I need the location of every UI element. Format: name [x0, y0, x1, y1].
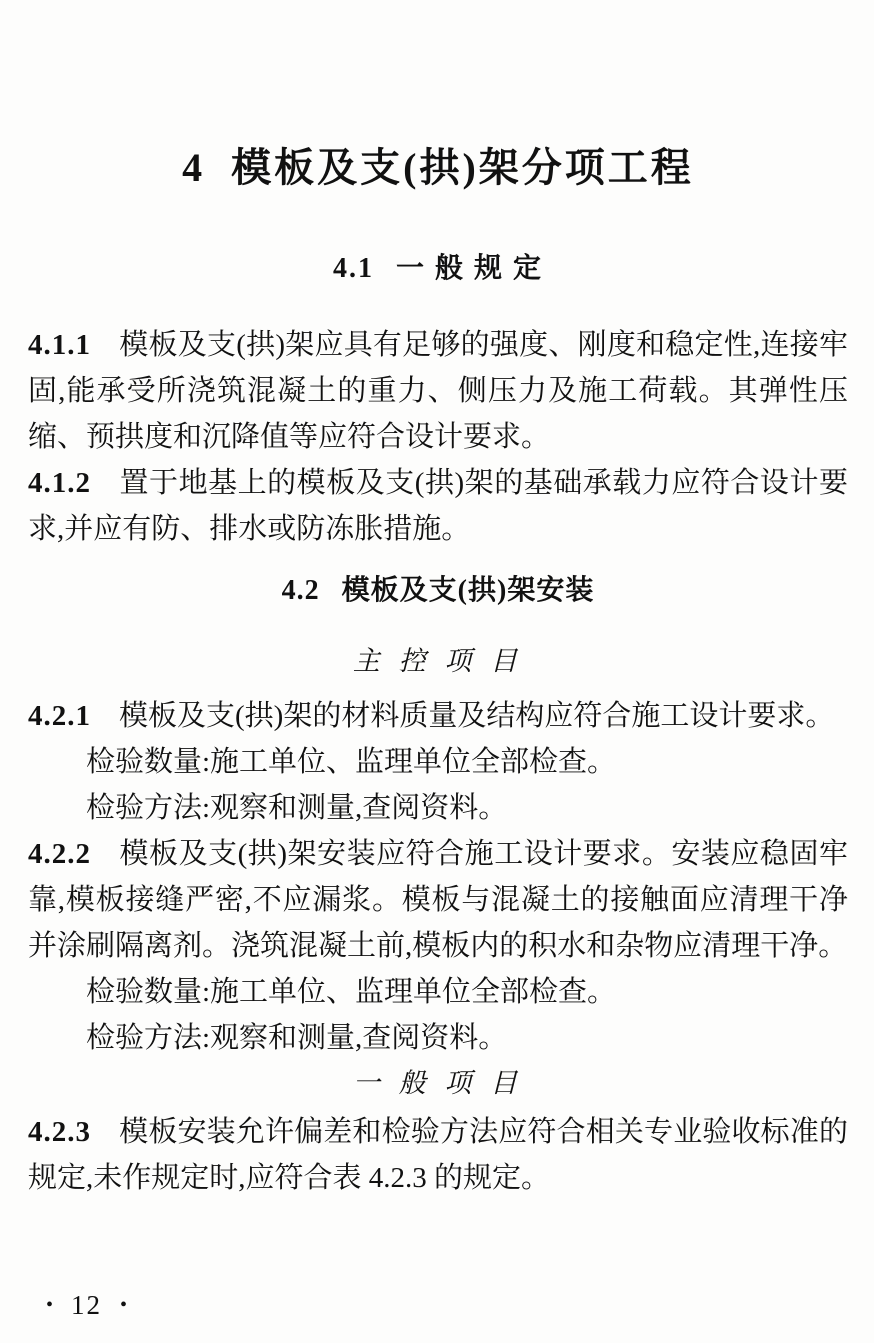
- section-4-2-number: 4.2: [281, 574, 320, 606]
- footer-right-dot: •: [120, 1293, 128, 1316]
- footer-page-number: 12: [71, 1290, 103, 1320]
- footer-left-dot: •: [46, 1293, 54, 1316]
- clause-4-2-3-text: 模板安装允许偏差和检验方法应符合相关专业验收标准的规定,未作规定时,应符合表 4.2.3 的规定。: [28, 1115, 848, 1194]
- clause-4-2-1-text: 模板及支(拱)架的材料质量及结构应符合施工设计要求。: [119, 699, 835, 732]
- chapter-number: 4: [182, 145, 206, 190]
- clause-4-2-1: [28, 693, 848, 739]
- clause-4-2-3: [28, 1109, 848, 1201]
- section-heading-4-1: [28, 252, 848, 286]
- section-4-1-number: 4.1: [332, 253, 374, 284]
- clause-4-2-1-number: 4.2.1: [28, 699, 91, 732]
- section-heading-4-2: [28, 574, 848, 608]
- clause-4-1-1-text: 模板及支(拱)架应具有足够的强度、刚度和稳定性,连接牢固,能承受所浇筑混凝土的重力、侧压力及施工荷载。其弹性压缩、预拱度和沉降值等应符合设计要求。: [28, 328, 848, 453]
- clause-4-1-1-number: 4.1.1: [28, 328, 91, 361]
- section-4-1-title: 一 般 规 定: [395, 253, 543, 284]
- clause-4-2-2-check-quantity: 检验数量:施工单位、监理单位全部检查。: [86, 975, 617, 1008]
- clause-4-1-2-number: 4.1.2: [28, 466, 91, 499]
- clause-4-2-2: [28, 831, 848, 969]
- clause-4-2-2-text: 模板及支(拱)架安装应符合施工设计要求。安装应稳固牢靠,模板接缝严密,不应漏浆。模板与混凝土的接触面应清理干净并涂刷隔离剂。浇筑混凝土前,模板内的积水和杂物应清理干净。: [28, 837, 848, 962]
- clause-4-2-3-number: 4.2.3: [28, 1115, 91, 1148]
- chapter-heading: [28, 0, 848, 192]
- clause-4-1-1: [28, 322, 848, 460]
- clause-4-1-2-text: 置于地基上的模板及支(拱)架的基础承载力应符合设计要求,并应有防、排水或防冻胀措施。: [28, 466, 848, 545]
- clause-4-2-1-check-method: 检验方法:观察和测量,查阅资料。: [86, 791, 508, 824]
- clause-4-1-2: [28, 460, 848, 552]
- clause-4-2-2-number: 4.2.2: [28, 837, 91, 870]
- general-items-heading: 一 般 项 目: [352, 1067, 524, 1098]
- master-control-items-heading: 主 控 项 目: [352, 646, 524, 677]
- clause-4-2-2-check-method: 检验方法:观察和测量,查阅资料。: [86, 1021, 508, 1054]
- clause-4-2-1-check-quantity: 检验数量:施工单位、监理单位全部检查。: [86, 745, 617, 778]
- chapter-title: 模板及支(拱)架分项工程: [231, 145, 694, 190]
- page-number-footer: [46, 1292, 127, 1319]
- section-4-2-title: 模板及支(拱)架安装: [341, 574, 595, 606]
